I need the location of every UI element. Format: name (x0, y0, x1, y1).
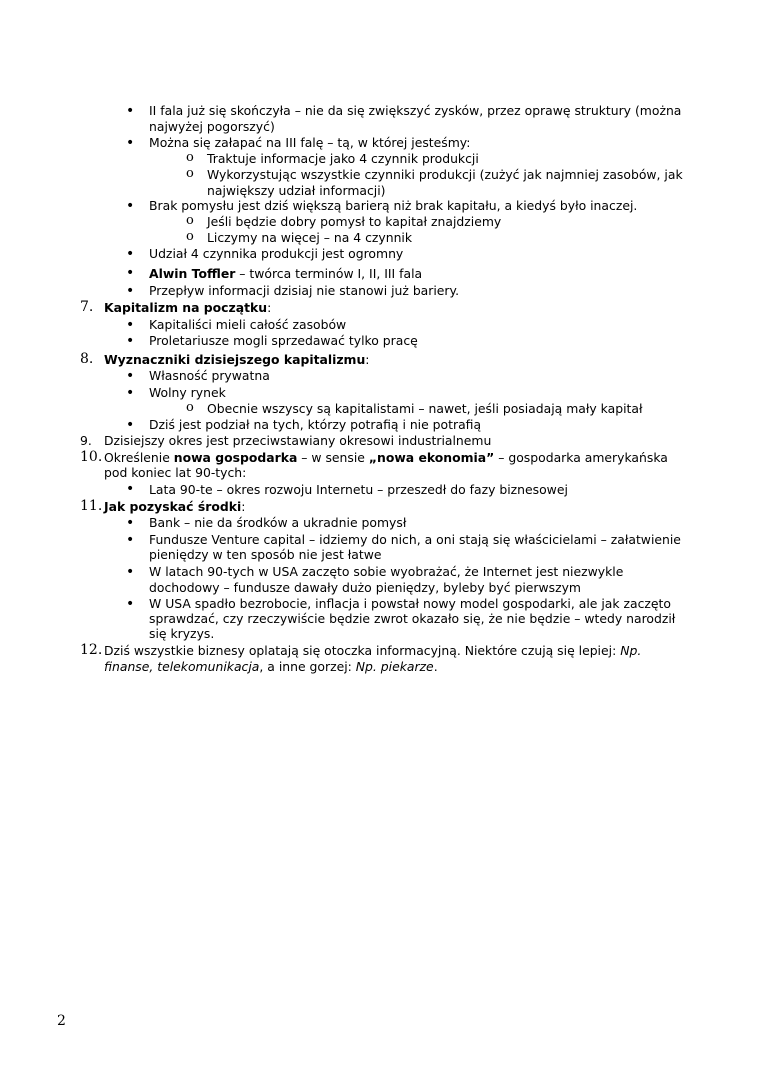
author-name: Alwin Toffler (149, 266, 236, 281)
circle-bullet-icon: o (186, 400, 194, 415)
circle-bullet-icon: o (186, 150, 194, 165)
text-line: sprawdzać, czy rzeczywiście będzie zwrot okazało się, że nie będzie – wtedy narodził (149, 611, 676, 626)
text-line: najwyżej pogorszyć) (149, 119, 275, 134)
section-heading (104, 643, 641, 658)
text-span: Określenie (104, 450, 174, 465)
bullet-icon: • (126, 135, 135, 151)
bullet-icon: • (126, 596, 135, 612)
circle-bullet-icon: o (186, 166, 194, 181)
text-line: się kryzys. (149, 626, 215, 641)
text-line: Obecnie wszyscy są kapitalistami – nawet, jeśli posiadają mały kapitał (207, 401, 643, 416)
page-number: 2 (57, 1013, 66, 1029)
bullet-icon: • (126, 246, 135, 262)
bullet-icon: • (126, 317, 135, 333)
italic-text: Np. (620, 643, 642, 658)
text-line: Bank – nie da środków a ukradnie pomysł (149, 515, 407, 530)
text-span: : (267, 300, 272, 315)
list-number: 8. (80, 351, 94, 367)
text-line: Wolny rynek (149, 385, 226, 400)
text-line: Traktuje informacje jako 4 czynnik produkcji (207, 151, 479, 166)
circle-bullet-icon: o (186, 213, 194, 228)
text-line: II fala już się skończyła – nie da się zwiększyć zysków, przez oprawę struktury (można (149, 103, 682, 118)
list-number: 10. (80, 449, 103, 465)
italic-text: finanse, telekomunikacja (104, 659, 260, 674)
bullet-icon: • (126, 198, 135, 214)
bullet-icon: • (126, 283, 135, 299)
text-line (149, 266, 422, 281)
bullet-icon: • (126, 417, 135, 433)
text-line: pieniędzy w ten sposób nie jest łatwe (149, 547, 382, 562)
text-line: Przepływ informacji dzisiaj nie stanowi już bariery. (149, 283, 460, 298)
text-line: Brak pomysłu jest dziś większą barierą niż brak kapitału, a kiedyś było inaczej. (149, 198, 638, 213)
section-heading (104, 300, 271, 315)
text-span: . (433, 659, 438, 674)
heading-bold: Kapitalizm na początku (104, 300, 268, 315)
text-line: największy udział informacji) (207, 183, 386, 198)
text-line: Jeśli będzie dobry pomysł to kapitał znajdziemy (207, 214, 502, 229)
bullet-icon: • (126, 385, 135, 401)
text-line: Proletariusze mogli sprzedawać tylko pracę (149, 333, 418, 348)
text-span: – twórca terminów I, II, III fala (235, 266, 423, 281)
section-heading: Dzisiejszy okres jest przeciwstawiany okresowi industrialnemu (104, 433, 492, 448)
section-heading (104, 450, 668, 465)
text-line: dochodowy – fundusze dawały dużo pieniędzy, byleby być pierwszym (149, 580, 582, 595)
italic-text: Np. piekarze (355, 659, 434, 674)
text-line: W USA spadło bezrobocie, inflacja i powstał nowy model gospodarki, ale jak zaczęto (149, 596, 671, 611)
text-line: Można się załapać na III falę – tą, w której jesteśmy: (149, 135, 471, 150)
text-line: Kapitaliści mieli całość zasobów (149, 317, 347, 332)
text-span: – gospodarka amerykańska (494, 450, 668, 465)
heading-bold: Jak pozyskać środki (104, 499, 242, 514)
term-bold: nowa gospodarka (173, 450, 298, 465)
list-number: 11. (80, 498, 103, 514)
list-number: 12. (80, 642, 103, 658)
text-line: Liczymy na więcej – na 4 czynnik (207, 230, 413, 245)
text-line: Fundusze Venture capital – idziemy do nich, a oni stają się właścicielami – załatwienie (149, 532, 681, 547)
text-line: pod koniec lat 90-tych: (104, 465, 247, 480)
text-span: : (365, 352, 370, 367)
bullet-icon: • (126, 103, 135, 119)
text-line: Wykorzystując wszystkie czynniki produkcji (zużyć jak najmniej zasobów, jak (207, 167, 683, 182)
bullet-icon: • (126, 481, 135, 497)
bullet-icon: • (126, 368, 135, 384)
text-span: – w sensie (297, 450, 369, 465)
list-number: 7. (80, 299, 94, 315)
text-line: Udział 4 czynnika produkcji jest ogromny (149, 246, 404, 261)
circle-bullet-icon: o (186, 229, 194, 244)
text-span: , a inne gorzej: (259, 659, 356, 674)
bullet-icon: • (126, 532, 135, 548)
text-line: Dziś jest podział na tych, którzy potrafią i nie potrafią (149, 417, 482, 432)
bullet-icon: • (126, 515, 135, 531)
section-heading (104, 499, 245, 514)
bullet-icon: • (126, 333, 135, 349)
text-span: : (241, 499, 246, 514)
text-line: W latach 90-tych w USA zaczęto sobie wyobrażać, że Internet jest niezwykle (149, 564, 624, 579)
term-bold: „nowa ekonomia” (368, 450, 495, 465)
bullet-icon: • (126, 564, 135, 580)
text-line (104, 659, 438, 674)
text-line: Lata 90-te – okres rozwoju Internetu – przeszedł do fazy biznesowej (149, 482, 568, 497)
list-number: 9. (80, 433, 92, 448)
text-span: Dziś wszystkie biznesy oplatają się otoczka informacyjną. Niektóre czują się lepiej: (104, 643, 621, 658)
bullet-icon: • (126, 265, 135, 281)
text-line: Własność prywatna (149, 368, 270, 383)
section-heading (104, 352, 369, 367)
heading-bold: Wyznaczniki dzisiejszego kapitalizmu (104, 352, 366, 367)
